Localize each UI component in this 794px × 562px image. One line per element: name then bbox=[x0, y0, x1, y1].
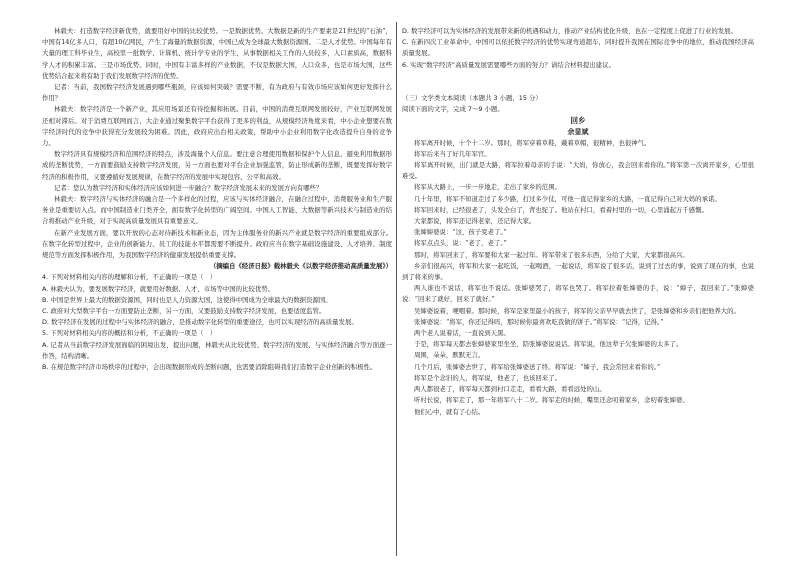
paragraph: 林毅夫：打造数字经济新优势，就要用好中国的比较优势。一是数据优势。大数据是新的生产要素是21世纪的“石油”，中国有14亿多人口，有超10亿网民，产生了海量的数据资源，中国已成为全球最大数据资源国。二是人才优势。中国每年有大量的理工科毕业生，高校里一批数学、计算机、统计学专业的学生，从事数据相关工作的人员较多，人口素质高，数据科学人才的积累丰富。三是市场优势。同时，中国有丰富多样的产业数据，不仅是数据大国，人口众多，也是市场大国，这些优势结合起来将有助于我们发展数字经济的优势。 bbox=[42, 27, 392, 80]
story-paragraph: 于是，将军每天都去张婶婆家里坐坐，陪张婶婆说说话。将军说，他这辈子欠张婶婆的太多了。 bbox=[414, 340, 683, 349]
question-5: 5. 下列对材料相关内容的概括和分析，不正确的一项是（ ） bbox=[42, 329, 217, 338]
story-paragraph: 张婶婆说：“将军，你还记得吗，那时候你最喜欢吃我做的饼子。”将军说：“记得，记得。” bbox=[414, 317, 664, 326]
story-paragraph: 将军离开时候，出门就是大路，将军拉着母亲的手说：“大妈，你放心，我会回来看你的。”将军第一次离开家乡，心里很难受。 bbox=[402, 161, 754, 181]
story-paragraph: 将军从大路上，一步一步地走，走出了家乡的范围。 bbox=[414, 183, 561, 192]
source-citation: （摘编自《经济日报》载林毅夫《以数字经济推动高质量发展》） bbox=[209, 262, 392, 271]
story-paragraph: 几十年里，将军不知道走过了多少路，打过多少仗，可他一直记得家乡的大路，一直记得自己对大妈的承诺。 bbox=[414, 194, 721, 203]
paragraph: 在新产业发展方面，要以开放的心态对待新技术和新业态，因为主体服务业的新兴产业就是数字经济的重要组成部分。在数字化转型过程中，企业的创新能力、员工的技能水平都需要不断提升。政府应当在数字基础设施建设、人才培养、制度规范等方面发挥积极作用，为我国数字经济的健康发展提供重要支撑。 bbox=[42, 228, 392, 260]
story-paragraph: 乡亲们很高兴，将军和大家一起吃饭，一起喝酒，一起说话，将军说了很多话，说到了过去的事，说到了现在的事，也说到了将来的事。 bbox=[402, 261, 754, 282]
story-paragraph: 将军回来时，已经很老了，头发全白了，背也驼了。他站在村口，看着村里的一切，心里涌起万千感慨。 bbox=[414, 205, 708, 214]
paragraph: 记者：您认为数字经济和实体经济应该如何进一步融合？数字经济发展未来的发展方向有哪些？ bbox=[54, 183, 323, 192]
paragraph: 数字经济具有规模经济和范围经济的特点，涉及海量个人信息。要注意合理使用数据和保护个人信息，避免利用数据形成的垄断优势，一方面要鼓励支持数字经济发展，另一方面也要对平台企业加强监管，防止形成新的垄断，既要发挥好数字经济的积极作用，又要遵循好发展规律，在数字经济的发展中实现包容、公平和高效。 bbox=[42, 150, 392, 181]
paragraph: 林毅夫：数字经济与实体经济的融合是一个多样化的过程，应该与实体经济融合，在融合过程中，消费服务业和生产服务业是重要切入点。而中国制造业门类齐全，拥有数字化转型的广阔空间。中国人工智能、大数据等新兴技术与制造业的结合将推动产业升级，对于实现高质量发展具有重要意义。 bbox=[42, 195, 392, 226]
right-column bbox=[402, 26, 754, 418]
story-paragraph: 将军点点头，说：“老了，老了。” bbox=[414, 239, 507, 248]
story-paragraph: 两人谁也不说话，将军也不说话。张婶婆哭了，将军也哭了。将军拉着张婶婆的手，说：“婶子，我回来了。”张婶婆说：“回来了就好，回来了就好。” bbox=[402, 284, 754, 304]
question-4-option: C. 政府对大型数字平台一方面要防止垄断，另一方面，又要鼓励支持数字经济发展，也要适度监管。 bbox=[42, 307, 326, 316]
story-paragraph: 几个月后，张婶婆去世了，将军给张婶婆送了终。将军说：“婶子，我会常回来看你的。” bbox=[414, 362, 661, 371]
story-paragraph: 他们心中，就有了心结。 bbox=[414, 407, 485, 416]
question-4-option: B. 中国是世界上最大的数据资源国，同时也是人力资源大国，这使得中国成为全球最大的数据资源国。 bbox=[42, 295, 332, 304]
section-heading: （三）文学类文本阅读（本题共 3 小题，15 分） bbox=[402, 93, 542, 102]
story-paragraph: 大家都说，将军还记得老家，还记得大家。 bbox=[414, 217, 536, 226]
story-paragraph: 张婶婶婆说：“这，孩子变老了。” bbox=[414, 228, 507, 237]
story-title: 回乡 bbox=[570, 116, 586, 126]
story-paragraph: 两人都很老了，将军每天都到村口走走，看看大路，看看远处的山。 bbox=[414, 385, 606, 394]
story-paragraph: 听村长说，将军走了，那一年将军八十二岁。将军走的时候，嘴里还念叨着家乡，念叨着张婶婆。 bbox=[414, 396, 689, 405]
story-paragraph: 将军后来当了好几年军官。 bbox=[414, 149, 491, 158]
question-5-option: C. 在新四次工业革命中，中国可以依托数字经济的优势实现弯道超车，同时提升我国在国际竞争中的地位，推动我国经济高质量发展。 bbox=[402, 38, 754, 58]
question-4-option: A. 林毅夫认为，要发展数字经济，就要用好数据、人才、市场等中国的比较优势。 bbox=[42, 284, 274, 293]
story-paragraph: 将军是个念旧的人，将军说，他老了，也该回来了。 bbox=[414, 373, 561, 382]
left-column bbox=[42, 26, 392, 373]
story-author: 余显斌 bbox=[567, 127, 589, 137]
question-6: 6. 实现“数字经济”高质量发展需要哪些方面的努力？请结合材料提出建议。 bbox=[402, 60, 615, 69]
story-paragraph: 吴婶婆说着，哽咽着。那时候，将军是家里最小的孩子，将军的父亲早早就去世了，是张婶婆和乡亲们把他养大的。 bbox=[414, 306, 740, 315]
question-5-option: A. 记者从当前数字经济发展面临的困境出发，提出问题，林毅夫从比较优势、数字经济的发展、与实体经济融合等方面逐一作答，结构清晰。 bbox=[42, 340, 392, 360]
question-5-option: D. 数字经济可以为实体经济的发展带来新的机遇和动力，推动产业结构优化升级，也在一定程度上促进了行业的发展。 bbox=[402, 27, 737, 35]
question-4-option: D. 数字经济在发展的过程中与实体经济的融合，是推动数字化转型的重要途径，也可以实现经济的高质量发展。 bbox=[42, 318, 358, 327]
story-paragraph: 将军离开时候，十个十二岁。那时，将军穿着草鞋，戴着草帽，很精神，也很神气。 bbox=[414, 138, 651, 147]
story-paragraph: 周围，朵朵，默默无言。 bbox=[414, 351, 485, 360]
column-divider bbox=[396, 22, 397, 556]
paragraph: 林毅夫：数字经济是一个新产业，其应用场景还有待挖掘和拓展。目前，中国的消费互联网发展较好，产业互联网发展还相对滞后。对于消费互联网而言，大企业通过聚集数字平台获得了更多的利益，从规模经济角度来看，中小企业想要在数字经济时代的竞争中获得充分发展较为困难。因此，政府应出台相关政策，帮助中小企业利用数字化改造提升自身的竞争力。 bbox=[42, 105, 392, 148]
story-paragraph: 两个老人说着话，一直说到天黑。 bbox=[414, 329, 510, 338]
paragraph: 记者：当前，我国数字经济发展遇到哪些瓶颈，应该如何突破？需要不断，有为政府与有效市场应该如何更好发挥什么作用？ bbox=[42, 83, 392, 103]
story-paragraph: 那时，将军回来了，将军要和大家一起过年。将军带来了很多东西，分给了大家，大家都很高兴。 bbox=[414, 250, 689, 259]
section-instruction: 阅读下面的文字，完成 7～9 小题。 bbox=[402, 105, 504, 114]
question-4: 4. 下列对材料相关内容的理解和分析，不正确的一项是（ ） bbox=[42, 273, 217, 282]
question-5-option: B. 在规范数字经济市场秩序的过程中，会出现数据形成的垄断问题，也需要消除阻碍我们打造数字企业创新的积极性。 bbox=[42, 363, 377, 372]
